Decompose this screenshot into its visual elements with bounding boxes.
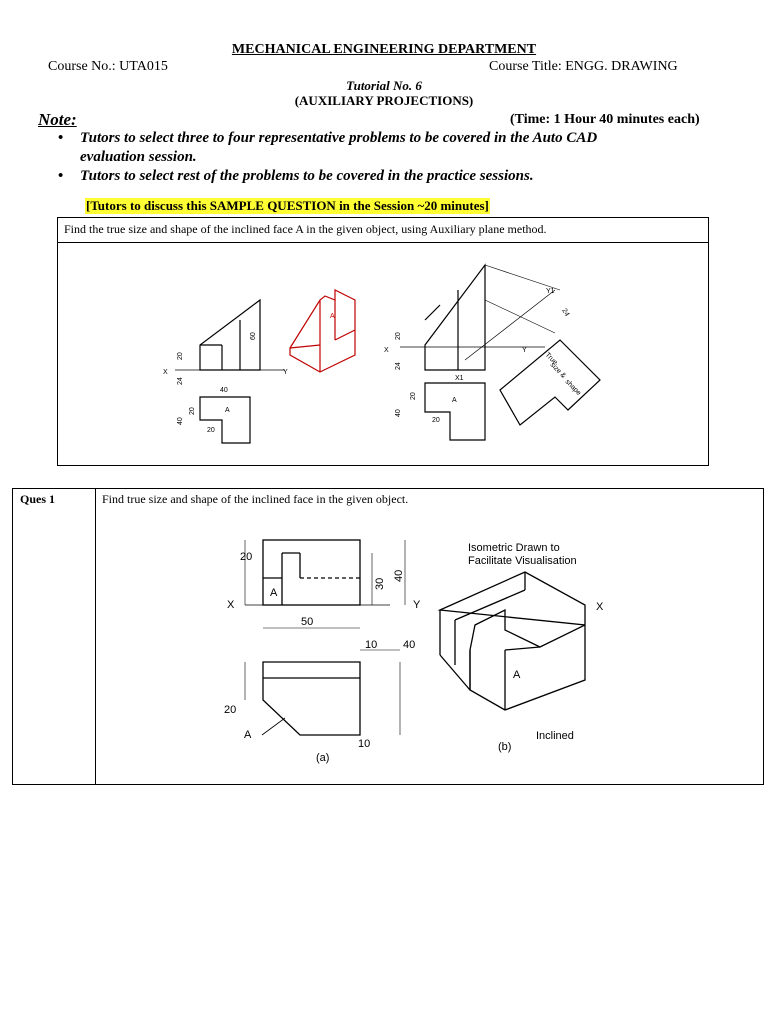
dim-label: 20 [224,704,237,716]
dim-label: 20 [189,407,196,415]
dim-label: 24 [395,362,402,370]
bullet-text-line1: Tutors to select three to four representative problems to be covered in the Auto CAD [80,130,598,146]
front-view [263,540,360,605]
tutorial-subtitle: (AUXILIARY PROJECTIONS) [294,93,474,108]
figure-caption: (b) [498,741,512,753]
inclined-label: Inclined [536,730,574,742]
face-label: A [513,669,521,681]
dim-label: 24 [177,377,184,385]
bullet-dot: • [58,168,64,184]
dim-label: 40 [393,569,405,582]
course-number: Course No.: UTA015 [48,59,168,74]
isometric-view [440,572,585,710]
dim-label: 40 [403,639,416,651]
true-size-label: True [543,351,559,367]
dim-label: 50 [301,616,314,628]
face-label: A [330,313,335,320]
face-label: A [452,397,457,404]
x-label: X [384,347,389,354]
dim-label: 40 [395,409,402,417]
department-title: MECHANICAL ENGINEERING DEPARTMENT [231,42,537,57]
dim-label: 20 [395,332,402,340]
tutorial-number: Tutorial No. 6 [346,78,422,93]
top-view [263,662,360,735]
iso-note: Isometric Drawn to [468,542,560,554]
dim-label: 60 [250,332,257,340]
true-size-label: & [558,371,567,380]
sample-banner: [Tutors to discuss this SAMPLE QUESTION in the Session ~20 minutes] [86,198,489,213]
bullet-dot: • [58,130,64,146]
figure-caption: (a) [316,752,330,764]
dim-label: 10 [358,738,371,750]
y-label: Y [522,347,527,354]
x-label: X [227,599,235,611]
x1-label: X1 [455,375,464,382]
iso-note: Facilitate Visualisation [468,555,577,567]
leader-line [262,718,285,735]
y1-label: Y1 [546,288,555,295]
dim-label: 10 [365,639,378,651]
true-size-label: shape [563,378,583,397]
dim-label: 24 [560,307,571,318]
dim-label: 20 [207,427,215,434]
face-label: A [225,407,230,414]
x-label: X [163,369,168,376]
x-label: X [596,601,604,613]
time-note: (Time: 1 Hour 40 minutes each) [510,112,700,127]
dim-label: 40 [220,387,228,394]
dim-label: 20 [432,417,440,424]
face-label: A [244,729,252,741]
question-number: Ques 1 [20,492,56,506]
note-label: Note: [38,110,77,129]
dim-label: 20 [410,392,417,400]
y-label: Y [283,369,288,376]
true-size-label: size [548,361,563,376]
bullet-text-line2: evaluation session. [80,149,197,165]
sample-question-text: Find the true size and shape of the inclined face A in the given object, using Auxiliary plane method. [64,222,547,236]
face-label: A [270,587,278,599]
y-label: Y [413,599,421,611]
course-title: Course Title: ENGG. DRAWING [489,59,678,74]
dim-label: 20 [240,551,253,563]
dim-label: 30 [374,577,386,590]
dim-label: 40 [177,417,184,425]
dim-label: 20 [177,352,184,360]
question-text: Find true size and shape of the inclined face in the given object. [102,492,409,506]
bullet-text-line1: Tutors to select rest of the problems to be covered in the practice sessions. [80,168,534,184]
